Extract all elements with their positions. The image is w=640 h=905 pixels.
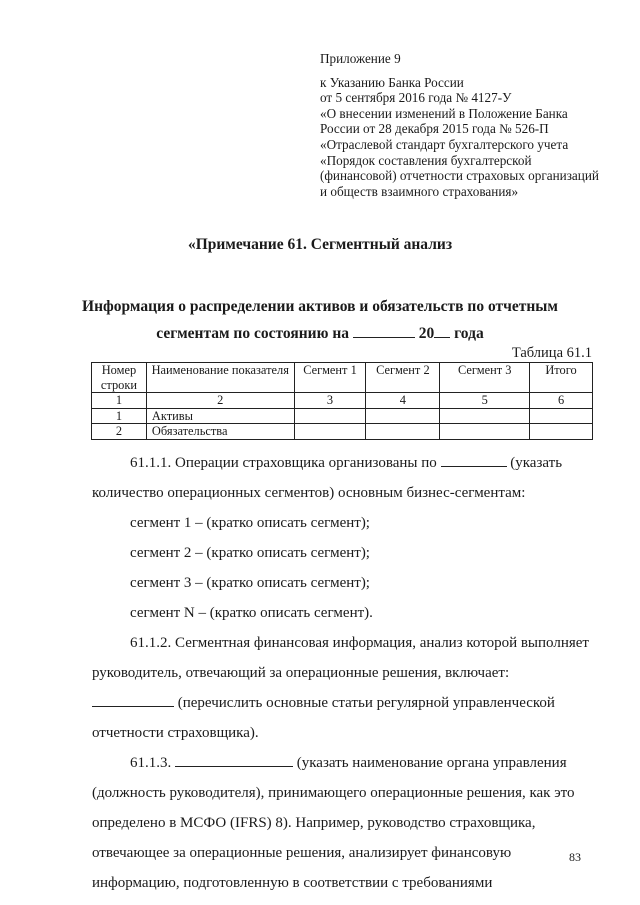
column-number: 5 bbox=[440, 393, 530, 409]
header-segment-2: Сегмент 2 bbox=[366, 363, 440, 393]
header-total: Итого bbox=[530, 363, 593, 393]
paragraph-line bbox=[92, 448, 594, 478]
paragraph-line: 61.1.2. Сегментная финансовая информация, анализ которой выполняет bbox=[130, 635, 589, 651]
info-title bbox=[0, 293, 640, 347]
segment-table bbox=[91, 362, 593, 440]
row-name: Активы bbox=[146, 408, 294, 424]
table-caption: Таблица 61.1 bbox=[511, 345, 592, 361]
table-cell bbox=[530, 424, 593, 440]
p1-text: 61.1.1. Операции страховщика организованы по bbox=[130, 455, 437, 471]
row-number: 1 bbox=[92, 408, 147, 424]
paragraph-line bbox=[92, 748, 594, 778]
table-cell bbox=[294, 408, 366, 424]
segment-line: сегмент 2 – (кратко описать сегмент); bbox=[130, 545, 370, 561]
column-number: 1 bbox=[92, 393, 147, 409]
table-cell bbox=[440, 408, 530, 424]
appendix-title: Приложение 9 bbox=[320, 51, 401, 66]
body-text bbox=[92, 448, 594, 898]
appendix-line: и обществ взаимного страхования» bbox=[320, 183, 519, 199]
column-number: 6 bbox=[530, 393, 593, 409]
p1-text-end: (указать bbox=[510, 455, 563, 471]
info-title-line1: Информация о распределении активов и обязательств по отчетным bbox=[82, 298, 558, 315]
note-title: «Примечание 61. Сегментный анализ bbox=[187, 236, 453, 253]
info-title-year: 20 bbox=[418, 325, 435, 342]
p2-text: (перечислить основные статьи регулярной управленческой bbox=[177, 695, 555, 711]
appendix-line: России от 28 декабря 2015 года № 526-П bbox=[320, 121, 549, 137]
segment-line: сегмент N – (кратко описать сегмент). bbox=[130, 605, 373, 621]
year-blank bbox=[434, 323, 450, 338]
table-row bbox=[92, 408, 593, 424]
info-title-line2 bbox=[0, 320, 640, 347]
segment-line: сегмент 3 – (кратко описать сегмент); bbox=[130, 575, 370, 591]
table-number-row bbox=[92, 393, 593, 409]
appendix-line: (финансовой) отчетности страховых организаций bbox=[320, 168, 599, 184]
info-title-pre: сегментам по состоянию на bbox=[156, 325, 350, 342]
paragraph-line: руководитель, отвечающий за операционные решения, включает: bbox=[92, 665, 510, 681]
date-blank bbox=[353, 323, 415, 338]
appendix-line: к Указанию Банка России bbox=[320, 74, 464, 90]
column-number: 3 bbox=[294, 393, 366, 409]
paragraph-line bbox=[92, 688, 594, 718]
table-row bbox=[92, 424, 593, 440]
blank-field bbox=[175, 752, 293, 767]
paragraph-line: отчетности страховщика). bbox=[92, 725, 259, 741]
row-name: Обязательства bbox=[146, 424, 294, 440]
appendix-block bbox=[320, 51, 610, 199]
segment-line: сегмент 1 – (кратко описать сегмент); bbox=[130, 515, 370, 531]
table-header-row bbox=[92, 363, 593, 393]
appendix-line: «О внесении изменений в Положение Банка bbox=[320, 105, 568, 121]
paragraph-line: отвечающее за операционные решения, анализирует финансовую bbox=[92, 845, 512, 861]
blank-field bbox=[92, 692, 174, 707]
table-cell bbox=[366, 408, 440, 424]
info-title-post: года bbox=[454, 325, 484, 342]
table-cell bbox=[366, 424, 440, 440]
header-row-number: Номер строки bbox=[92, 363, 147, 393]
p3-number: 61.1.3. bbox=[130, 755, 172, 771]
table-cell bbox=[440, 424, 530, 440]
p3-text: (указать наименование органа управления bbox=[296, 755, 567, 771]
paragraph-line: количество операционных сегментов) основным бизнес-сегментам: bbox=[92, 485, 526, 501]
paragraph-line: определено в МСФО (IFRS) 8). Например, руководство страховщика, bbox=[92, 815, 536, 831]
header-segment-3: Сегмент 3 bbox=[440, 363, 530, 393]
table-cell bbox=[530, 408, 593, 424]
paragraph-line: информацию, подготовленную в соответствии с требованиями bbox=[92, 875, 493, 891]
paragraph-line: (должность руководителя), принимающего операционные решения, как это bbox=[92, 785, 575, 801]
column-number: 4 bbox=[366, 393, 440, 409]
row-number: 2 bbox=[92, 424, 147, 440]
page-number: 83 bbox=[569, 850, 581, 864]
column-number: 2 bbox=[146, 393, 294, 409]
appendix-line: «Порядок составления бухгалтерской bbox=[320, 152, 532, 168]
table-cell bbox=[294, 424, 366, 440]
header-segment-1: Сегмент 1 bbox=[294, 363, 366, 393]
appendix-line: «Отраслевой стандарт бухгалтерского учета bbox=[320, 136, 569, 152]
appendix-line: от 5 сентября 2016 года № 4127-У bbox=[320, 90, 512, 106]
blank-field bbox=[441, 452, 507, 467]
header-indicator: Наименование показателя bbox=[146, 363, 294, 393]
